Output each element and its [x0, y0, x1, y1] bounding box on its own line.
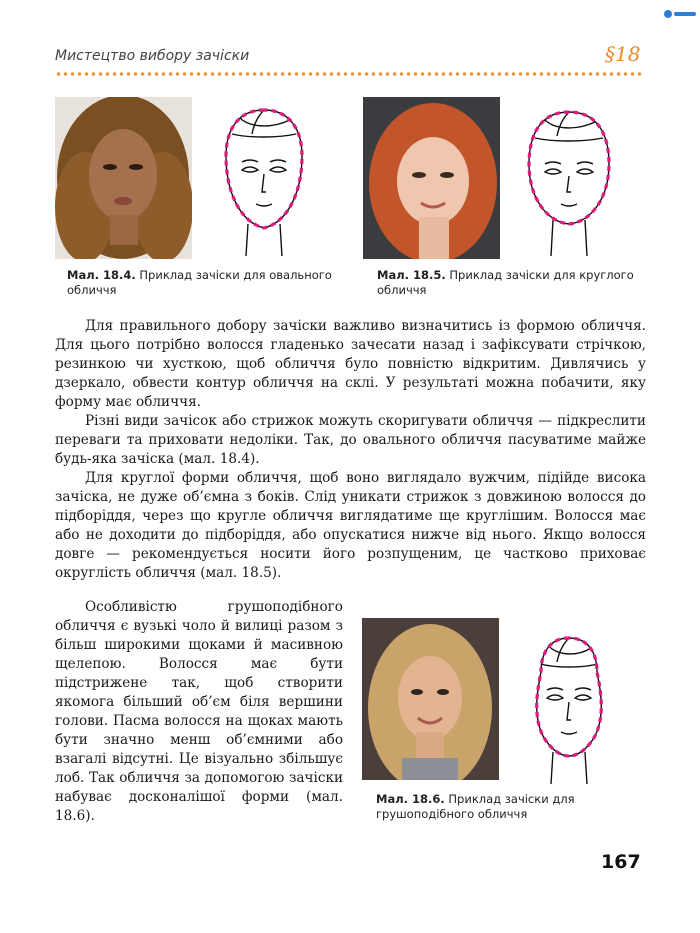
paragraph-face-shape: Для правильного добору зачіски важливо визначитись із формою обличчя. Для цього потрібно волосся гладенько зачесати назад і зафіксувати стрічкою, резинкою чи хусткою, щоб обличчя було повністю відкритим. Дивлячись у дзеркало, обвести контур обличчя на склі. У результаті можна побачити, яку форму має обличчя.: [55, 318, 646, 410]
publisher-logo: [664, 4, 696, 14]
photo-oval-face: [55, 97, 192, 259]
figure-caption-18-4: Мал. 18.4. Приклад зачіски для овального обличчя: [67, 268, 332, 297]
paragraph-round: Для круглої форми обличчя, щоб воно виглядало вужчим, підійде висока зачіска, не дуже об’ємна з боків. Слід уникати стрижок з довжиною волосся до підборіддя, через що кругле обличчя виглядатиме ще круглішим. Волосся має або не доходити до підборіддя, або опускатися нижче від нього. Якщо волосся довге — рекомендується носити його розпущеним, це частково приховає округлість обличчя (мал. 18.5).: [55, 470, 646, 581]
paragraph-oval: Різні види зачісок або стрижок можуть скоригувати обличчя — підкреслити переваги та приховати недоліки. Так, до овального обличчя пасуватиме майже будь-яка зачіска (мал. 18.4).: [55, 413, 646, 467]
body-text-upper: [55, 317, 646, 583]
photo-round-face: [363, 97, 500, 259]
section-number: §18: [605, 42, 641, 66]
photo-pear-face: [362, 618, 499, 780]
face-outline-oval-icon: [218, 104, 310, 256]
face-outline-round-icon: [523, 104, 615, 256]
paragraph-pear: Особливістю грушоподібного обличчя є вузькі чоло й вилиці разом з більш широкими щоками й масивною щелепою. Волосся має бути підстрижене так, щоб створити якомога більший об’єм біля вершини голови. Пасма волосся на щоках мають бути значно менш об’ємними або взагалі відсутні. Це візуально збільшує лоб. Так обличчя за допомогою зачіски набуває досконалішої форми (мал. 18.6).: [55, 599, 343, 824]
face-outline-pear-icon: [523, 632, 615, 784]
figure-caption-18-5: Мал. 18.5. Приклад зачіски для круглого обличчя: [377, 268, 634, 297]
running-header-title: Мистецтво вибору зачіски: [55, 48, 250, 64]
header-dotted-rule: [55, 72, 645, 76]
page-number: 167: [601, 851, 641, 873]
figure-caption-18-6: Мал. 18.6. Приклад зачіски для грушоподібного обличчя: [376, 792, 575, 821]
body-text-lower: [55, 598, 343, 826]
